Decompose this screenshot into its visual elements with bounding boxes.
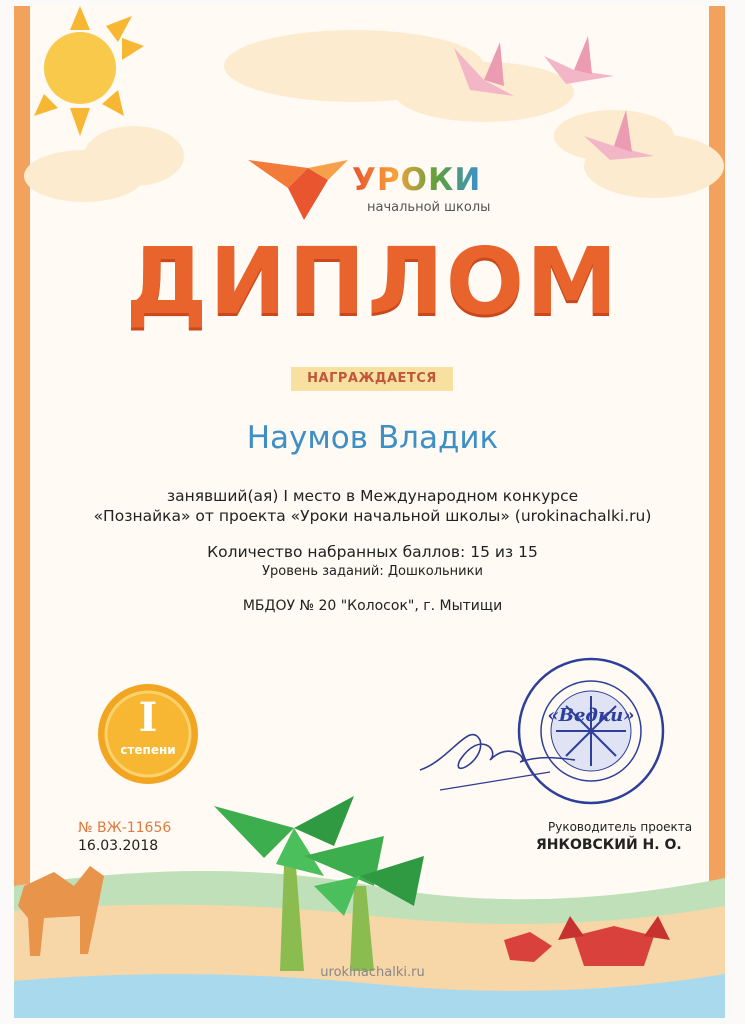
award-description <box>0 486 745 526</box>
recipient-name: Наумов Владик <box>246 420 499 456</box>
medal-degree: I <box>138 694 158 741</box>
website-footer: urokinachalki.ru <box>320 965 425 980</box>
stamp-label: «Ведки» <box>547 705 635 726</box>
logo-subtitle: начальной школы <box>367 200 491 215</box>
school-text: МБДОУ № 20 "Колосок", г. Мытищи <box>242 598 503 614</box>
description-line-2: «Познайка» от проекта «Уроки начальной школы» (urokinachalki.ru) <box>93 507 652 525</box>
award-label: НАГРАЖДАЕТСЯ <box>291 367 453 391</box>
description-line-1: занявший(ая) I место в Международном конкурсе <box>166 487 579 505</box>
logo-wordmark: УРОКИ <box>352 162 482 198</box>
certificate-date: 16.03.2018 <box>78 838 159 854</box>
signer-name: ЯНКОВСКИЙ Н. О. <box>536 837 682 853</box>
certificate-number: № ВЖ-11656 <box>78 820 172 836</box>
medal-label: степени <box>120 743 176 757</box>
diploma-title: ДИПЛОМ <box>125 228 620 335</box>
level-text: Уровень заданий: Дошкольники <box>262 564 483 579</box>
signature-mark <box>410 700 580 810</box>
signer-role: Руководитель проекта <box>548 820 693 834</box>
sun-icon <box>34 6 144 136</box>
score-text: Количество набранных баллов: 15 из 15 <box>207 543 538 561</box>
